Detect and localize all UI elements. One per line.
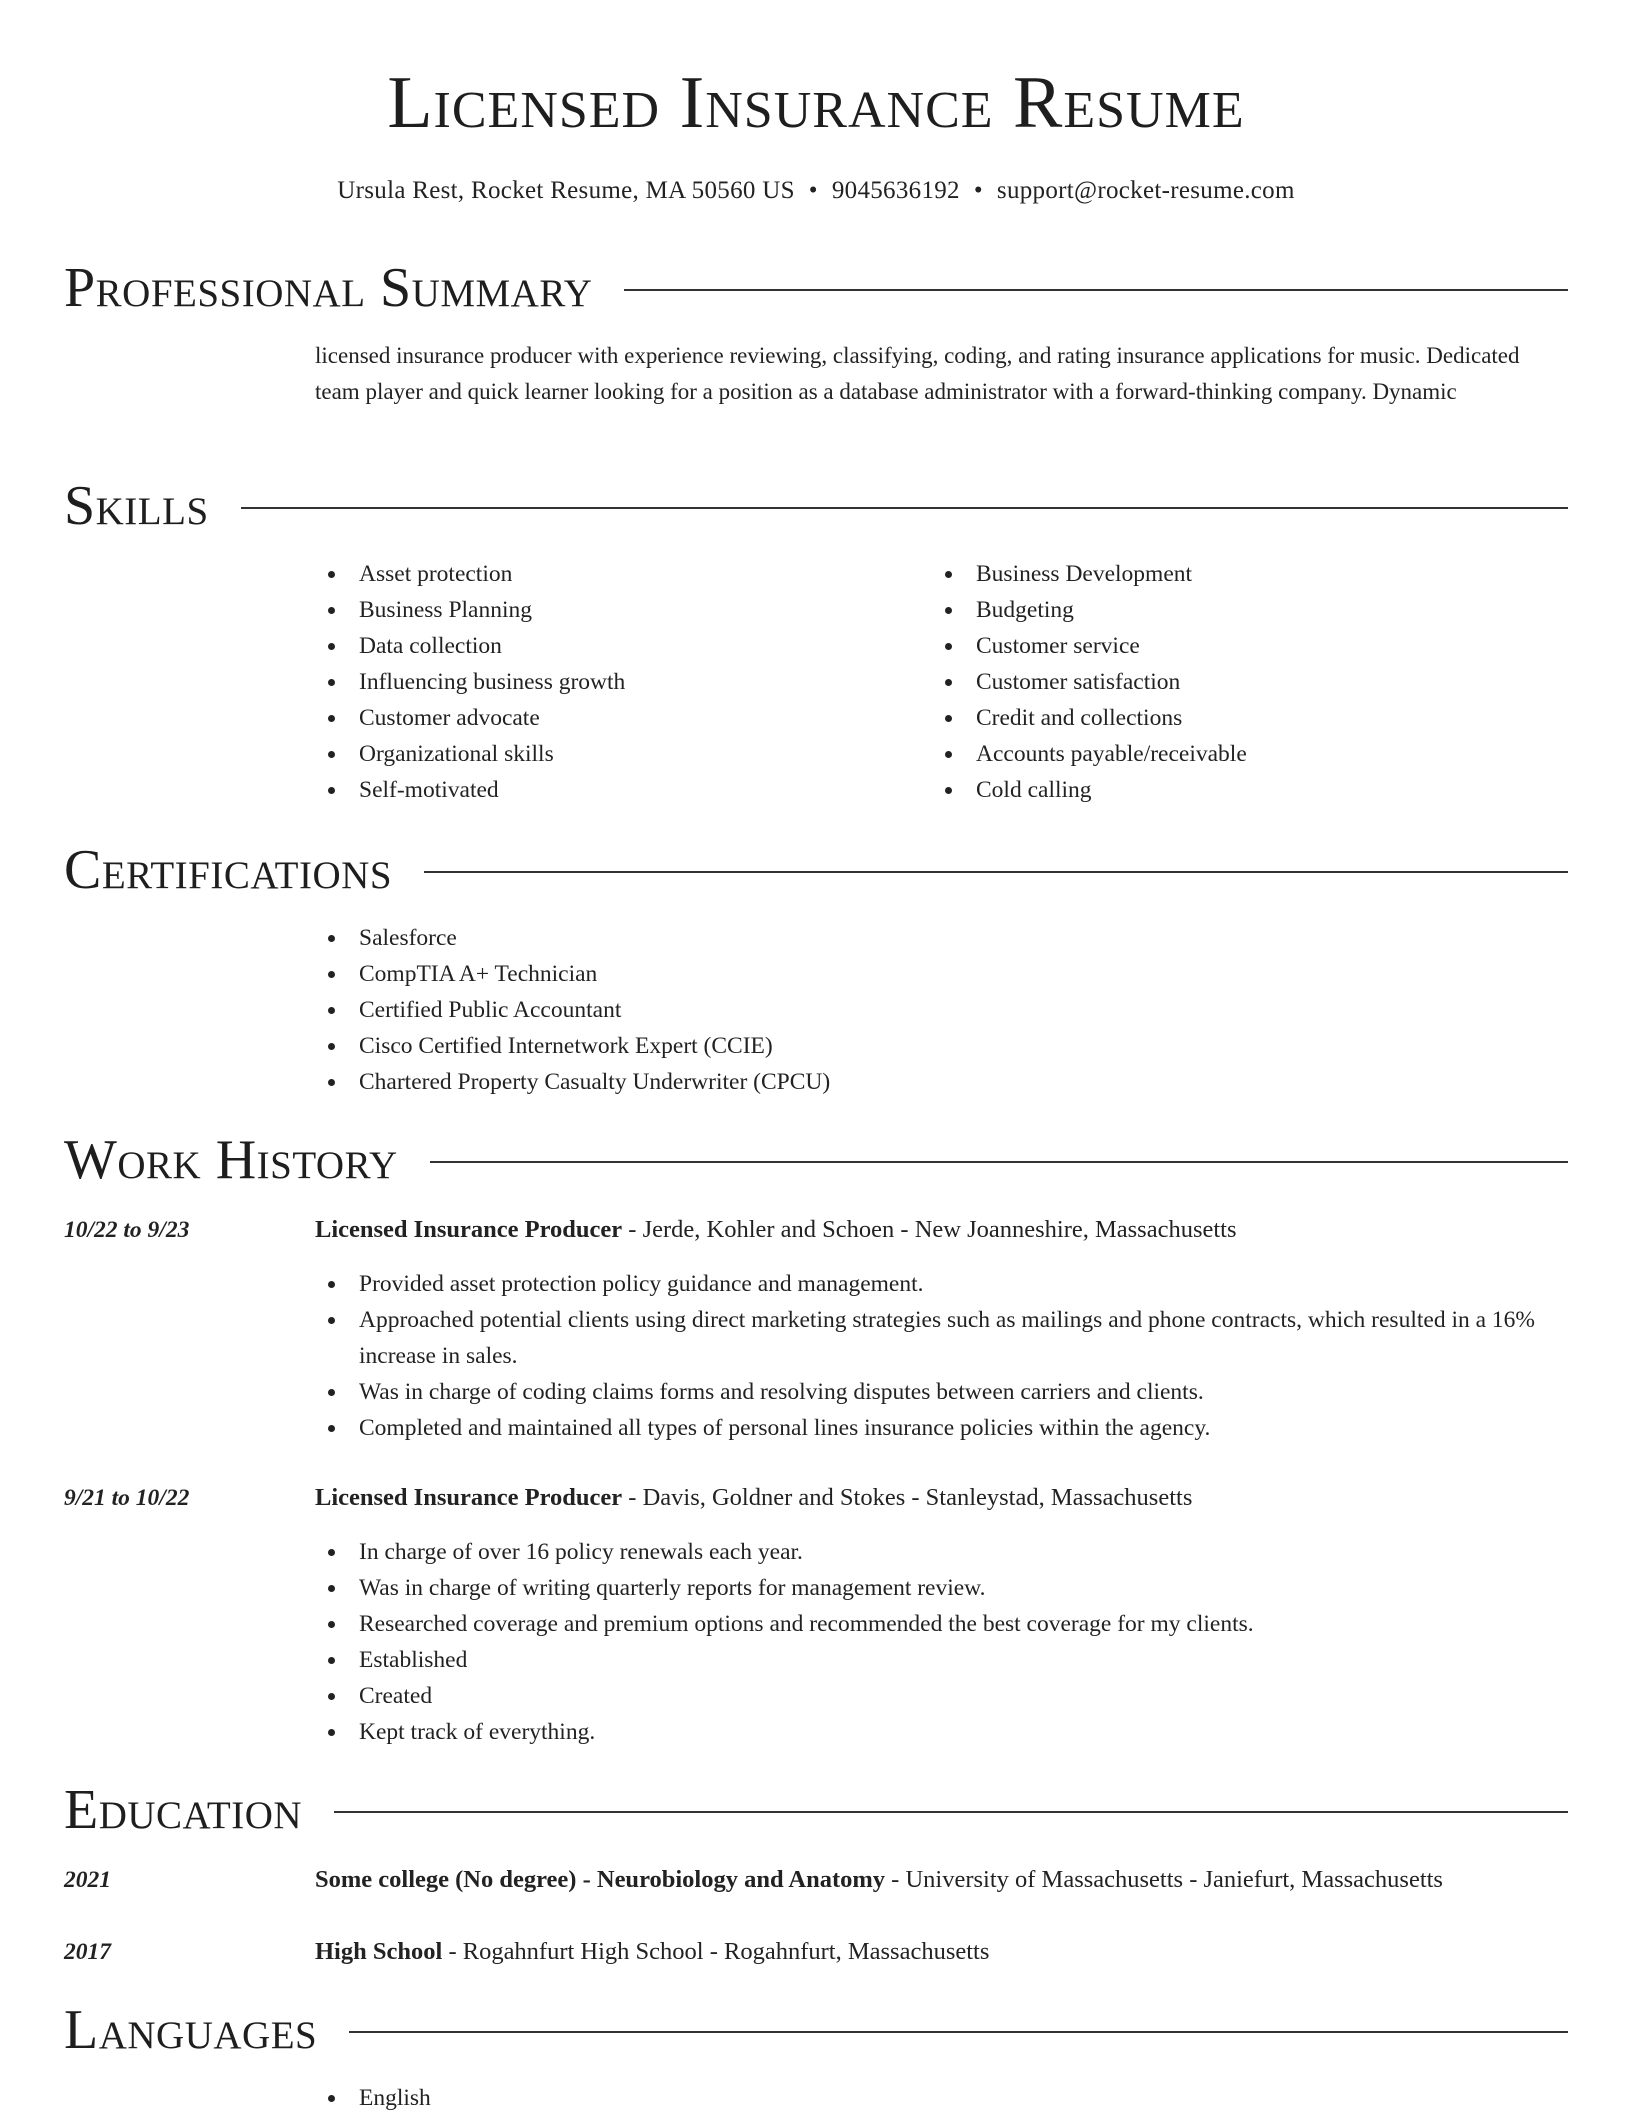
section-title-certifications: Certifications xyxy=(64,839,393,901)
contact-phone: 9045636192 xyxy=(831,177,960,204)
job-title: Licensed Insurance Producer xyxy=(315,1216,623,1243)
education-school: - Rogahnfurt High School - Rogahnfurt, Massachusetts xyxy=(442,1938,990,1965)
job-bullet: Kept track of everything. xyxy=(315,1714,1568,1750)
education-entry xyxy=(315,1862,1568,1898)
contact-line xyxy=(0,174,1632,208)
section-divider xyxy=(624,289,1568,291)
job-bullets-block xyxy=(315,1266,1568,1446)
job-bullets xyxy=(315,1266,1568,1446)
job-employer: - Davis, Goldner and Stokes - Stanleystad, Massachusetts xyxy=(622,1484,1193,1511)
section-header-education xyxy=(64,1780,1568,1840)
job-bullet: Researched coverage and premium options and recommended the best coverage for my clients. xyxy=(315,1606,1568,1642)
certification-item: Certified Public Accountant xyxy=(315,992,1315,1028)
section-divider xyxy=(424,871,1568,873)
job-heading xyxy=(315,1212,1568,1248)
education-entry xyxy=(315,1934,1568,1970)
section-header-languages xyxy=(64,2000,1568,2060)
section-title-summary: Professional Summary xyxy=(64,257,593,319)
certification-item: Cisco Certified Internetwork Expert (CCIE) xyxy=(315,1028,1315,1064)
resume-title: Licensed Insurance Resume xyxy=(387,62,1245,144)
skill-item: Customer service xyxy=(932,628,1532,664)
section-divider xyxy=(334,1811,1568,1813)
job-dates: 9/21 to 10/22 xyxy=(64,1485,190,1511)
skill-item: Business Planning xyxy=(315,592,915,628)
certification-item: Salesforce xyxy=(315,920,1315,956)
certifications-block xyxy=(315,920,1315,1100)
skill-item: Asset protection xyxy=(315,556,915,592)
skill-item: Self-motivated xyxy=(315,772,915,808)
job-employer: - Jerde, Kohler and Schoen - New Joanneshire, Massachusetts xyxy=(622,1216,1237,1243)
job-bullet: Approached potential clients using direct marketing strategies such as mailings and phone contracts, which resulted in a 16% increase in sales. xyxy=(315,1302,1568,1374)
education-year: 2017 xyxy=(64,1939,111,1965)
skill-item: Business Development xyxy=(932,556,1532,592)
skill-item: Customer advocate xyxy=(315,700,915,736)
job-bullet: Created xyxy=(315,1678,1568,1714)
skill-item: Credit and collections xyxy=(932,700,1532,736)
section-header-skills xyxy=(64,476,1568,536)
job-bullets-block xyxy=(315,1534,1568,1750)
contact-separator: • xyxy=(808,177,818,204)
education-degree: Some college (No degree) - Neurobiology and Anatomy xyxy=(315,1866,886,1893)
skill-item: Cold calling xyxy=(932,772,1532,808)
skills-column-left xyxy=(315,556,915,808)
skills-column-right xyxy=(932,556,1532,808)
section-header-certifications xyxy=(64,840,1568,900)
contact-address: Ursula Rest, Rocket Resume, MA 50560 US xyxy=(337,177,795,204)
languages-list xyxy=(315,2080,915,2116)
language-item: English xyxy=(315,2080,915,2116)
section-header-summary xyxy=(64,258,1568,318)
education-year: 2021 xyxy=(64,1867,111,1893)
section-header-work-history xyxy=(64,1130,1568,1190)
job-bullet: In charge of over 16 policy renewals each year. xyxy=(315,1534,1568,1570)
certifications-list xyxy=(315,920,1315,1100)
languages-block xyxy=(315,2080,915,2116)
summary-text: licensed insurance producer with experience reviewing, classifying, coding, and rating insurance applications for music. Dedicated team player and quick learner looking for a position as a database administrator with a forward-thinking company. Dynamic xyxy=(315,343,1520,404)
job-bullet: Completed and maintained all types of personal lines insurance policies within the agency. xyxy=(315,1410,1568,1446)
job-bullet: Provided asset protection policy guidance and management. xyxy=(315,1266,1568,1302)
job-bullet: Established xyxy=(315,1642,1568,1678)
contact-separator: • xyxy=(973,177,983,204)
job-heading xyxy=(315,1480,1568,1516)
section-title-skills: Skills xyxy=(64,475,209,537)
section-title-languages: Languages xyxy=(64,1999,318,2061)
skill-item: Influencing business growth xyxy=(315,664,915,700)
certification-item: Chartered Property Casualty Underwriter (CPCU) xyxy=(315,1064,1315,1100)
section-divider xyxy=(241,507,1568,509)
job-bullets xyxy=(315,1534,1568,1750)
contact-email: support@rocket-resume.com xyxy=(996,177,1295,204)
skill-item: Budgeting xyxy=(932,592,1532,628)
job-bullet: Was in charge of writing quarterly reports for management review. xyxy=(315,1570,1568,1606)
section-divider xyxy=(430,1161,1568,1163)
education-school: - University of Massachusetts - Janiefurt, Massachusetts xyxy=(885,1866,1443,1893)
skill-item: Accounts payable/receivable xyxy=(932,736,1532,772)
job-title: Licensed Insurance Producer xyxy=(315,1484,623,1511)
skills-list-right xyxy=(932,556,1532,808)
section-divider xyxy=(349,2031,1568,2033)
education-degree: High School xyxy=(315,1938,443,1965)
skills-list-left xyxy=(315,556,915,808)
skill-item: Customer satisfaction xyxy=(932,664,1532,700)
skill-item: Organizational skills xyxy=(315,736,915,772)
skill-item: Data collection xyxy=(315,628,915,664)
job-dates: 10/22 to 9/23 xyxy=(64,1217,190,1243)
certification-item: CompTIA A+ Technician xyxy=(315,956,1315,992)
job-bullet: Was in charge of coding claims forms and resolving disputes between carriers and clients. xyxy=(315,1374,1568,1410)
section-title-work-history: Work History xyxy=(64,1129,398,1191)
section-title-education: Education xyxy=(64,1779,303,1841)
